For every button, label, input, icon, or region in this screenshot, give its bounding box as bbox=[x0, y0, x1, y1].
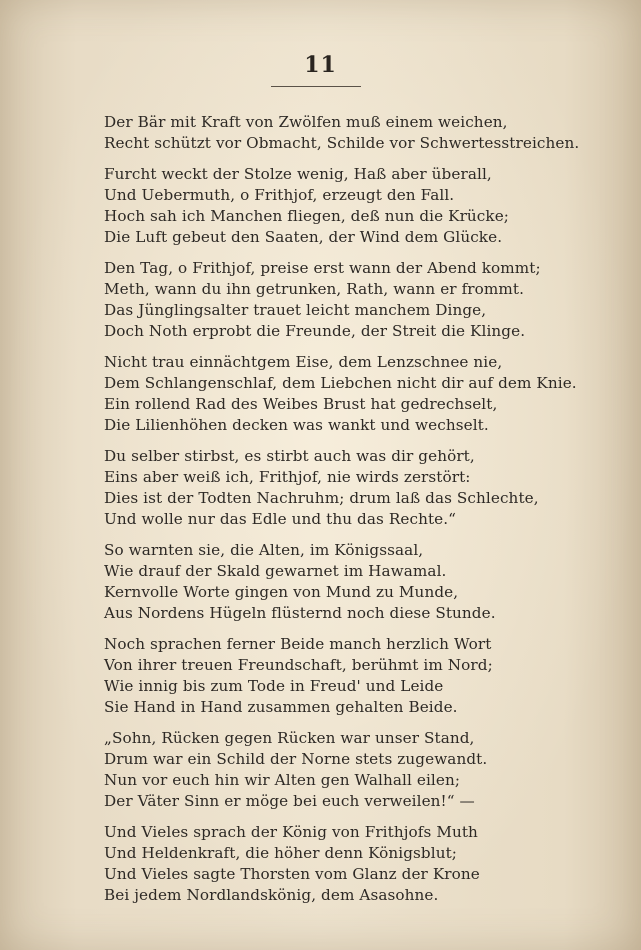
stanza bbox=[104, 446, 574, 530]
verse-line: Dem Schlangenschlaf, dem Liebchen nicht dir auf dem Knie. bbox=[104, 374, 577, 392]
verse-line: Die Lilienhöhen decken was wankt und wechselt. bbox=[104, 416, 489, 434]
verse-line: Und Vieles sprach der König von Frithjofs Muth bbox=[104, 823, 478, 841]
verse-line: Die Luft gebeut den Saaten, der Wind dem Glücke. bbox=[104, 228, 503, 246]
verse-line: Das Jünglingsalter trauet leicht manchem Dinge, bbox=[104, 301, 487, 319]
verse-line: „Sohn, Rücken gegen Rücken war unser Stand, bbox=[104, 729, 475, 747]
verse-line: Der Väter Sinn er möge bei euch verweilen!“ — bbox=[104, 792, 475, 810]
verse-line: Und Vieles sagte Thorsten vom Glanz der Krone bbox=[104, 865, 480, 883]
verse-line: Aus Nordens Hügeln flüsternd noch diese Stunde. bbox=[104, 604, 496, 622]
stanza bbox=[104, 822, 574, 906]
verse-line: Doch Noth erprobt die Freunde, der Streit die Klinge. bbox=[104, 322, 526, 340]
stanza bbox=[104, 258, 574, 342]
verse-line: Und Uebermuth, o Frithjof, erzeugt den Fall. bbox=[104, 186, 455, 204]
verse-line: Bei jedem Nordlandskönig, dem Asasohne. bbox=[104, 886, 439, 904]
verse-line: Und Heldenkraft, die höher denn Königsblut; bbox=[104, 844, 458, 862]
verse-line: Recht schützt vor Obmacht, Schilde vor Schwertesstreichen. bbox=[104, 134, 580, 152]
stanza bbox=[104, 728, 574, 812]
page-number: 11 bbox=[304, 52, 337, 78]
verse-line: Nun vor euch hin wir Alten gen Walhall eilen; bbox=[104, 771, 461, 789]
page-number-rule bbox=[271, 86, 361, 87]
poem-body bbox=[104, 112, 580, 916]
verse-line: Meth, wann du ihn getrunken, Rath, wann er frommt. bbox=[104, 280, 525, 298]
verse-line: Kernvolle Worte gingen von Mund zu Munde, bbox=[104, 583, 459, 601]
stanza bbox=[104, 112, 580, 154]
verse-line: Eins aber weiß ich, Frithjof, nie wirds zerstört: bbox=[104, 468, 471, 486]
verse-line: Der Bär mit Kraft von Zwölfen muß einem weichen, bbox=[104, 113, 508, 131]
verse-line: Wie drauf der Skald gewarnet im Hawamal. bbox=[104, 562, 447, 580]
verse-line: Von ihrer treuen Freundschaft, berühmt im Nord; bbox=[104, 656, 493, 674]
verse-line: Dies ist der Todten Nachruhm; drum laß das Schlechte, bbox=[104, 489, 539, 507]
verse-line: Wie innig bis zum Tode in Freud' und Leide bbox=[104, 677, 444, 695]
verse-line: Drum war ein Schild der Norne stets zugewandt. bbox=[104, 750, 488, 768]
verse-line: Hoch sah ich Manchen fliegen, deß nun die Krücke; bbox=[104, 207, 510, 225]
verse-line: Du selber stirbst, es stirbt auch was dir gehört, bbox=[104, 447, 475, 465]
verse-line: Ein rollend Rad des Weibes Brust hat gedrechselt, bbox=[104, 395, 498, 413]
verse-line: Und wolle nur das Edle und thu das Rechte.“ bbox=[104, 510, 457, 528]
verse-line: Furcht weckt der Stolze wenig, Haß aber überall, bbox=[104, 165, 492, 183]
verse-line: Noch sprachen ferner Beide manch herzlich Wort bbox=[104, 635, 492, 653]
stanza bbox=[104, 540, 574, 624]
verse-line: So warnten sie, die Alten, im Königssaal, bbox=[104, 541, 424, 559]
stanza bbox=[104, 164, 574, 248]
stanza bbox=[104, 352, 577, 436]
verse-line: Nicht trau einnächtgem Eise, dem Lenzschnee nie, bbox=[104, 353, 503, 371]
verse-line: Den Tag, o Frithjof, preise erst wann der Abend kommt; bbox=[104, 259, 541, 277]
verse-line: Sie Hand in Hand zusammen gehalten Beide. bbox=[104, 698, 458, 716]
stanza bbox=[104, 634, 574, 718]
